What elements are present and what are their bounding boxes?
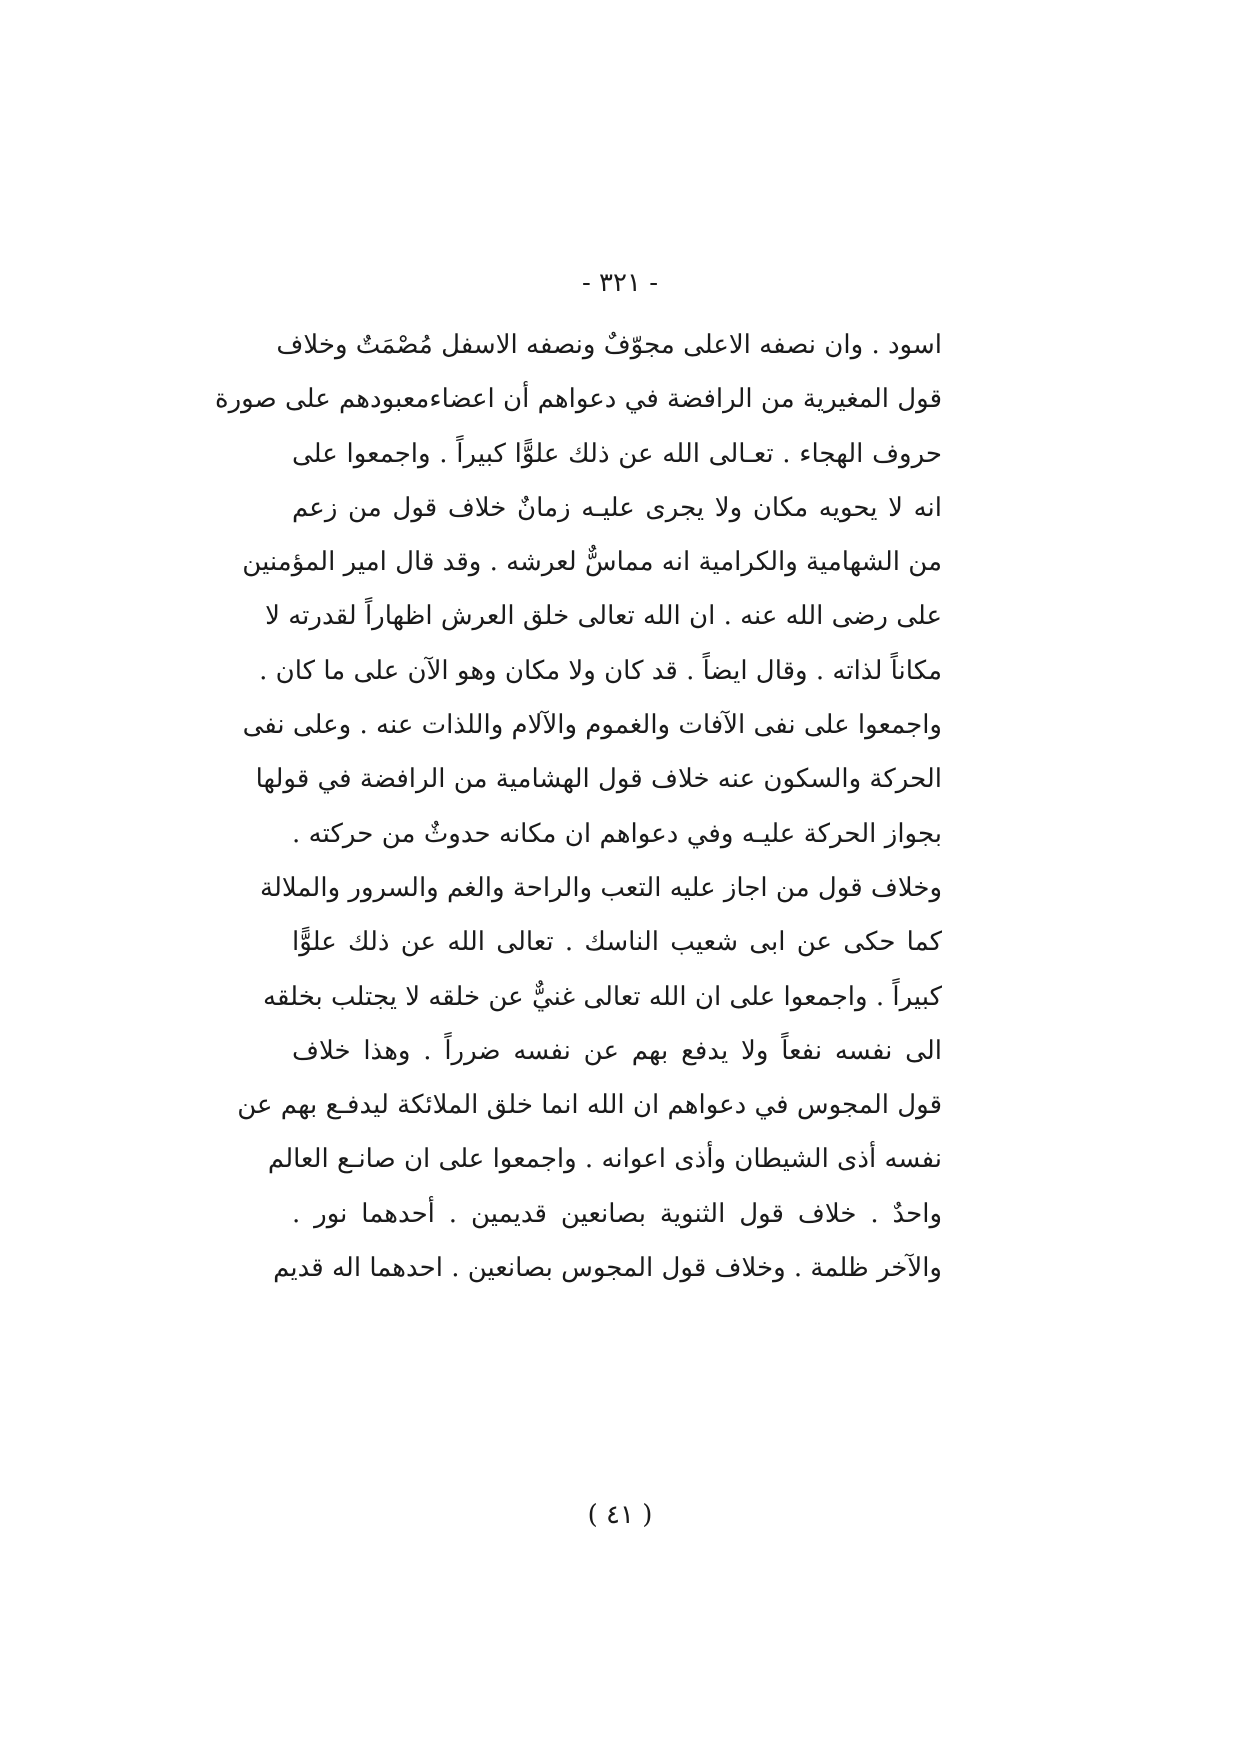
text-line: قول المجوس في دعواهم ان الله انما خلق الملائكة ليدفـع بهم عن bbox=[237, 1090, 942, 1121]
text-line: كما حكى عن ابى شعيب الناسك . تعالى الله عن ذلك علوًّا bbox=[292, 927, 942, 958]
text-line: على رضى الله عنه . ان الله تعالى خلق العرش اظهاراً لقدرته لا bbox=[265, 601, 942, 632]
text-line: الى نفسه نفعاً ولا يدفع بهم عن نفسه ضرراً . وهذا خلاف bbox=[292, 1035, 942, 1066]
text-line: الحركة والسكون عنه خلاف قول الهشامية من الرافضة في قولها bbox=[255, 764, 942, 795]
text-line: اسود . وان نصفه الاعلى مجوّفٌ ونصفه الاسفل مُصْمَتٌ وخلاف bbox=[276, 330, 942, 360]
text-line: واجمعوا على نفى الآفات والغموم والآلام واللذات عنه . وعلى نفى bbox=[242, 710, 942, 741]
text-line: واحدٌ . خلاف قول الثنوية بصانعين قديمين . أحدهما نور . bbox=[292, 1198, 942, 1229]
page-number: - ٣٢١ - bbox=[581, 268, 659, 298]
signature-mark: ( ٤١ ) bbox=[587, 1500, 653, 1530]
text-line: من الشهامية والكرامية انه مماسٌّ لعرشه . وقد قال امير المؤمنين bbox=[242, 547, 942, 578]
text-line: كبيراً . واجمعوا على ان الله تعالى غنيٌّ عن خلقه لا يجتلب بخلقه bbox=[263, 981, 942, 1012]
text-line: قول المغيرية من الرافضة في دعواهم أن اعضاءمعبودهم على صورة bbox=[215, 384, 942, 415]
text-line: انه لا يحويه مكان ولا يجرى عليـه زمانٌ خلاف قول من زعم bbox=[292, 492, 942, 523]
text-line: والآخر ظلمة . وخلاف قول المجوس بصانعين . احدهما اله قديم bbox=[273, 1253, 942, 1284]
text-line: بجواز الحركة عليـه وفي دعواهم ان مكانه حدوثٌ من حركته . bbox=[292, 818, 942, 849]
body-text bbox=[215, 318, 942, 1295]
text-line: وخلاف قول من اجاز عليه التعب والراحة والغم والسرور والملالة bbox=[260, 872, 942, 903]
text-line: حروف الهجاء . تعـالى الله عن ذلك علوًّا كبيراً . واجمعوا على bbox=[292, 438, 942, 469]
text-line: مكاناً لذاته . وقال ايضاً . قد كان ولا مكان وهو الآن على ما كان . bbox=[259, 655, 942, 686]
text-line: نفسه أذى الشيطان وأذى اعوانه . واجمعوا على ان صانـع العالم bbox=[267, 1144, 942, 1175]
